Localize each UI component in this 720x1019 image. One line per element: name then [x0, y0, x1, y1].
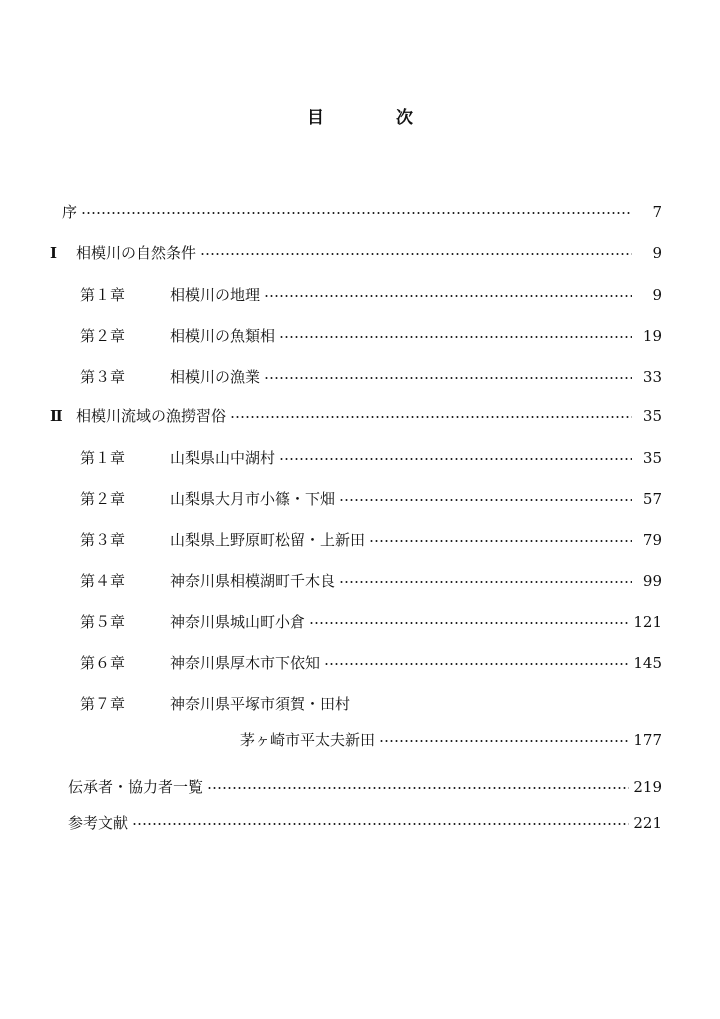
entry-page: 145 — [633, 654, 662, 672]
entry-label: 相模川流域の漁撈習俗 — [76, 407, 227, 425]
entry-label: 山梨県上野原町松留・上新田 — [170, 531, 366, 549]
entry-page: 99 — [642, 572, 662, 590]
chapter-number: 第３章 — [80, 531, 126, 549]
chapter-number: 第４章 — [80, 572, 126, 590]
toc-entry-part-2-chapter-2[interactable] — [80, 488, 662, 510]
entry-page: 33 — [642, 368, 662, 386]
leader-dots — [230, 416, 632, 418]
leader-dots — [132, 823, 629, 825]
entry-page: 121 — [633, 613, 662, 631]
toc-entry-part-2-chapter-3[interactable] — [80, 529, 662, 551]
entry-label: 伝承者・協力者一覧 — [68, 778, 204, 796]
entry-label-continued: 茅ヶ崎市平太夫新田 — [240, 731, 376, 749]
entry-label: 神奈川県平塚市須賀・田村 — [170, 695, 351, 713]
toc-entry-part-2-chapter-7-continued[interactable] — [240, 729, 662, 751]
entry-label: 相模川の魚類相 — [170, 327, 276, 345]
leader-dots — [324, 663, 629, 665]
leader-dots — [264, 295, 632, 297]
entry-page: 7 — [652, 203, 662, 221]
toc-entry-part-1-chapter-3[interactable] — [80, 366, 662, 388]
leader-dots — [200, 253, 632, 255]
leader-dots — [369, 540, 632, 542]
entry-label: 神奈川県城山町小倉 — [170, 613, 306, 631]
entry-label: 神奈川県厚木市下依知 — [170, 654, 321, 672]
entry-page: 9 — [652, 244, 662, 262]
toc-entry-part-1-chapter-1[interactable] — [80, 284, 662, 306]
title-char-1: 目 — [307, 108, 324, 128]
leader-dots — [339, 581, 632, 583]
leader-dots — [81, 212, 632, 214]
chapter-number: 第１章 — [80, 286, 126, 304]
title-char-2: 次 — [396, 108, 413, 128]
entry-label: 相模川の自然条件 — [76, 244, 197, 262]
entry-label: 相模川の漁業 — [170, 368, 261, 386]
toc-entry-preface[interactable] — [62, 201, 662, 223]
entry-label: 神奈川県相模湖町千木良 — [170, 572, 336, 590]
toc-entry-part-2-chapter-6[interactable] — [80, 652, 662, 674]
part-numeral: Ⅱ — [50, 407, 63, 425]
leader-dots — [264, 377, 632, 379]
entry-page: 221 — [633, 814, 662, 832]
entry-page: 19 — [642, 327, 662, 345]
chapter-number: 第１章 — [80, 449, 126, 467]
chapter-number: 第３章 — [80, 368, 126, 386]
entry-page: 219 — [633, 778, 662, 796]
entry-label: 山梨県大月市小篠・下畑 — [170, 490, 336, 508]
chapter-number: 第２章 — [80, 490, 126, 508]
entry-label: 山梨県山中湖村 — [170, 449, 276, 467]
entry-page: 57 — [642, 490, 662, 508]
entry-page: 35 — [642, 407, 662, 425]
toc-title — [0, 103, 720, 128]
chapter-number: 第５章 — [80, 613, 126, 631]
leader-dots — [379, 740, 629, 742]
toc-entry-part-2-chapter-5[interactable] — [80, 611, 662, 633]
entry-page: 79 — [642, 531, 662, 549]
part-numeral: Ⅰ — [50, 244, 58, 262]
toc-entry-part-2[interactable] — [50, 405, 662, 427]
entry-page: 177 — [633, 731, 662, 749]
toc-entry-part-2-chapter-1[interactable] — [80, 447, 662, 469]
chapter-number: 第７章 — [80, 695, 126, 713]
chapter-number: 第２章 — [80, 327, 126, 345]
entry-label: 序 — [62, 203, 78, 221]
entry-label: 相模川の地理 — [170, 286, 261, 304]
leader-dots — [207, 787, 629, 789]
chapter-number: 第６章 — [80, 654, 126, 672]
toc-entry-informants[interactable] — [68, 776, 662, 798]
entry-label: 参考文献 — [68, 814, 129, 832]
leader-dots — [339, 499, 632, 501]
entry-page: 9 — [652, 286, 662, 304]
toc-entry-part-2-chapter-4[interactable] — [80, 570, 662, 592]
toc-entry-references[interactable] — [68, 812, 662, 834]
toc-entry-part-1[interactable] — [50, 242, 662, 264]
toc-entry-part-1-chapter-2[interactable] — [80, 325, 662, 347]
entry-page: 35 — [642, 449, 662, 467]
leader-dots — [309, 622, 629, 624]
leader-dots — [279, 336, 632, 338]
leader-dots — [279, 458, 632, 460]
toc-entry-part-2-chapter-7[interactable] — [80, 693, 662, 715]
